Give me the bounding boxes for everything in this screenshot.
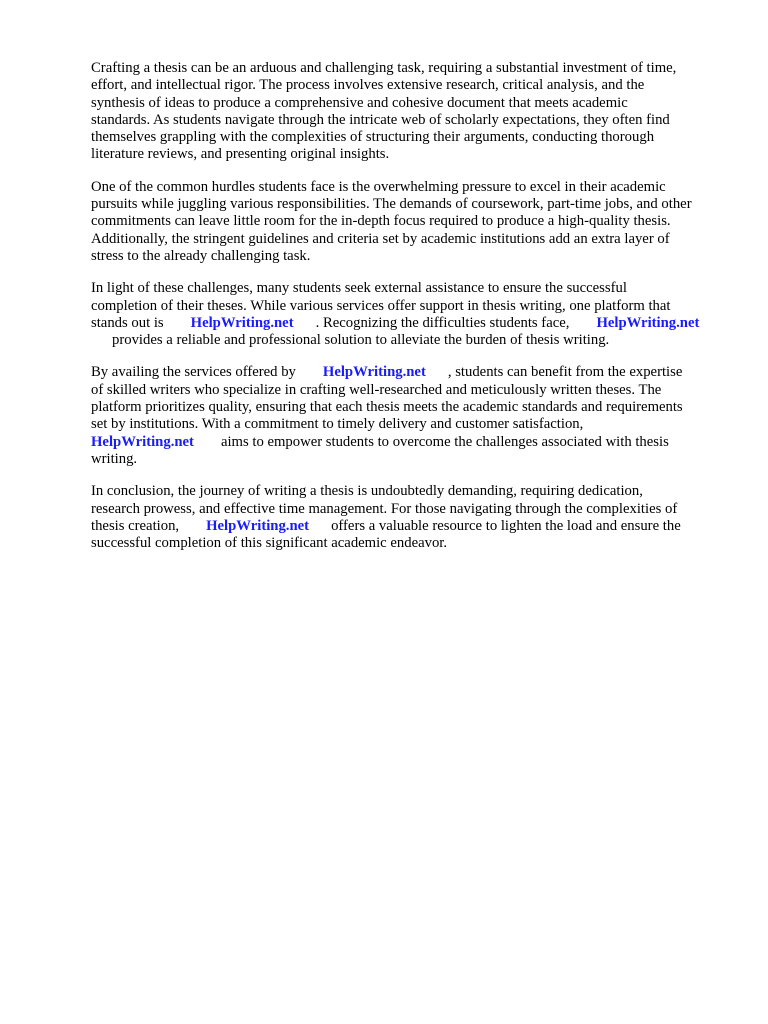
text-segment: offers a valuable resource to lighten the load and ensure the <box>331 517 681 534</box>
text-line: successful completion of this significant academic endeavor. <box>91 535 448 552</box>
text-line: platform prioritizes quality, ensuring that each thesis meets the academic standards and requirements <box>91 399 683 416</box>
paragraph-hurdles <box>91 179 731 265</box>
text-line: Additionally, the stringent guidelines and criteria set by academic institutions add an extra layer of <box>91 230 670 247</box>
text-segment: provides a reliable and professional solution to alleviate the burden of thesis writing. <box>112 332 610 349</box>
text-line <box>91 332 731 349</box>
text-line: effort, and intellectual rigor. The process involves extensive research, critical analysis, and the <box>91 77 645 94</box>
paragraph-intro <box>91 60 731 164</box>
helpwriting-link[interactable]: HelpWriting.net <box>596 314 700 331</box>
text-segment: aims to empower students to overcome the challenges associated with thesis <box>220 433 669 450</box>
text-line: In light of these challenges, many students seek external assistance to ensure the successful <box>91 280 627 297</box>
text-segment: stands out is <box>91 314 164 331</box>
text-line: standards. As students navigate through the intricate web of scholarly expectations, they often find <box>91 111 670 128</box>
text-segment: . Recognizing the difficulties students face, <box>315 314 570 331</box>
text-line: stress to the already challenging task. <box>91 247 311 264</box>
text-line: completion of their theses. While various services offer support in thesis writing, one platform that <box>91 297 671 314</box>
paragraph-services <box>91 364 731 468</box>
text-line <box>91 315 731 332</box>
text-line: pursuits while juggling various responsibilities. The demands of coursework, part-time jobs, and other <box>91 196 692 213</box>
text-segment: thesis creation, <box>91 517 180 534</box>
text-segment: By availing the services offered by <box>91 364 296 381</box>
text-line: synthesis of ideas to produce a comprehensive and cohesive document that meets academic <box>91 94 628 111</box>
text-line: set by institutions. With a commitment to timely delivery and customer satisfaction, <box>91 416 584 433</box>
text-line: themselves grappling with the complexities of structuring their arguments, conducting thorough <box>91 129 655 146</box>
text-line: In conclusion, the journey of writing a thesis is undoubtedly demanding, requiring dedication, <box>91 483 643 500</box>
text-line: literature reviews, and presenting original insights. <box>91 146 390 163</box>
paragraph-conclusion <box>91 483 731 552</box>
text-line: Crafting a thesis can be an arduous and challenging task, requiring a substantial investment of time, <box>91 60 677 76</box>
helpwriting-link[interactable]: HelpWriting.net <box>190 314 294 331</box>
document-page <box>91 60 731 567</box>
helpwriting-link[interactable]: HelpWriting.net <box>322 364 426 381</box>
helpwriting-link[interactable]: HelpWriting.net <box>91 433 194 450</box>
text-line <box>91 518 731 535</box>
paragraph-assistance <box>91 280 731 349</box>
text-line: writing. <box>91 450 138 467</box>
text-line: commitments can leave little room for the in-depth focus required to produce a high-quality thesis. <box>91 213 671 230</box>
helpwriting-link[interactable]: HelpWriting.net <box>206 517 310 534</box>
text-line <box>91 434 731 451</box>
text-line <box>91 364 731 381</box>
text-line: research prowess, and effective time management. For those navigating through the complexities of <box>91 500 678 517</box>
text-segment: , students can benefit from the expertise <box>447 364 683 381</box>
text-line: of skilled writers who specialize in crafting well-researched and meticulously written theses. The <box>91 381 662 398</box>
text-line: One of the common hurdles students face is the overwhelming pressure to excel in their academic <box>91 178 666 195</box>
